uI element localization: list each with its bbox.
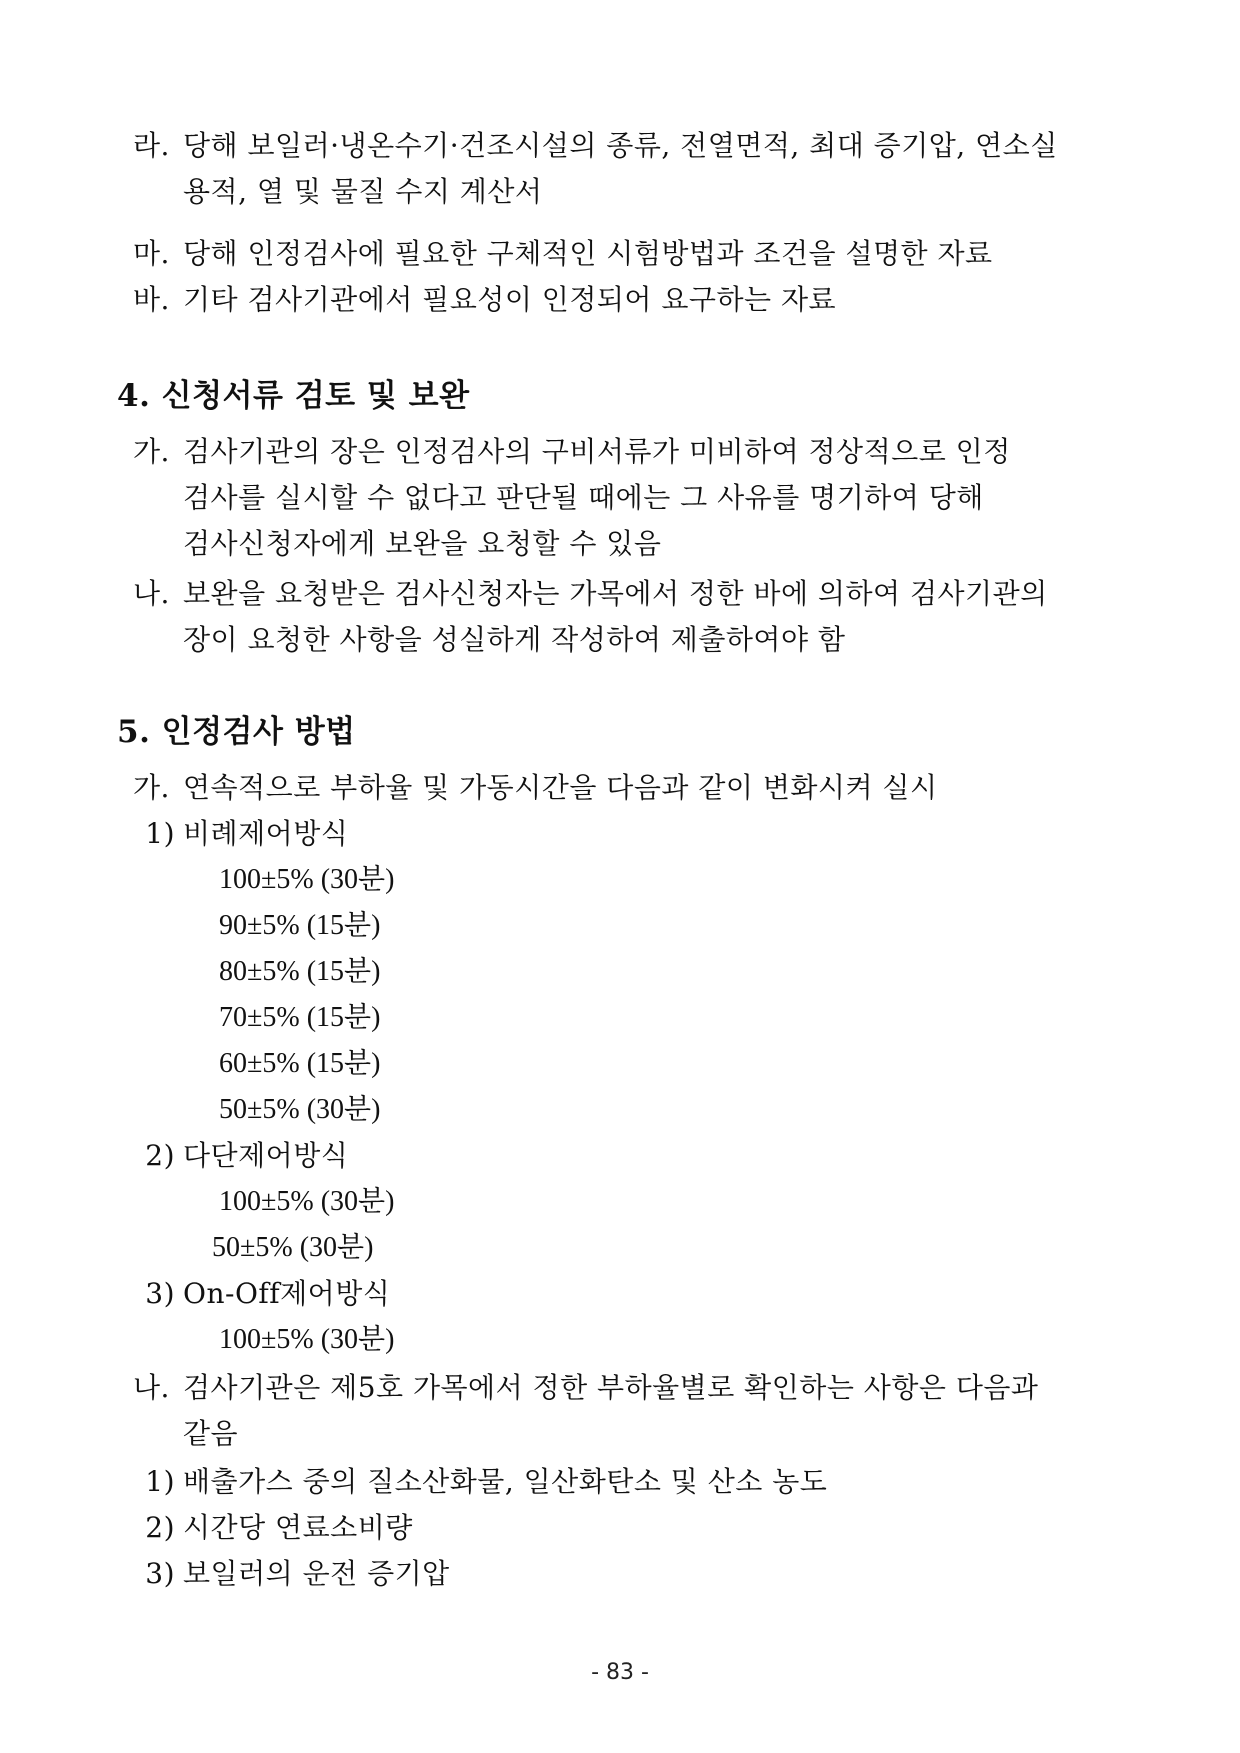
method-1-value-1: 100±5% (30분) bbox=[219, 864, 395, 895]
item-ra-line1 bbox=[133, 128, 1058, 164]
s5-na-text-1: 검사기관은 제5호 가목에서 정한 부하율별로 확인하는 사항은 다음과 bbox=[183, 1371, 1039, 1404]
s5-na-line1 bbox=[133, 1370, 1038, 1406]
s5-ga bbox=[133, 770, 938, 806]
page-number: - 83 - bbox=[591, 1660, 649, 1685]
method-2 bbox=[133, 1138, 348, 1174]
check-item-3 bbox=[133, 1556, 450, 1592]
s4-na-line1 bbox=[133, 576, 1048, 612]
method-1-value-4: 70±5% (15분) bbox=[219, 1002, 381, 1033]
check-item-2-label: 2) bbox=[145, 1511, 175, 1544]
check-item-1-label: 1) bbox=[145, 1465, 175, 1498]
s4-ga-text-1: 검사기관의 장은 인정검사의 구비서류가 미비하여 정상적으로 인정 bbox=[183, 435, 1011, 468]
s4-ga-label: 가. bbox=[133, 435, 170, 468]
method-1-value-6: 50±5% (30분) bbox=[219, 1094, 381, 1125]
s4-na-line2: 장이 요청한 사항을 성실하게 작성하여 제출하여야 함 bbox=[183, 623, 846, 656]
item-ba-text: 기타 검사기관에서 필요성이 인정되어 요구하는 자료 bbox=[183, 283, 837, 316]
s5-na-label: 나. bbox=[133, 1371, 170, 1404]
check-item-1-text: 배출가스 중의 질소산화물, 일산화탄소 및 산소 농도 bbox=[183, 1465, 828, 1498]
s4-ga-line1 bbox=[133, 434, 1011, 470]
s5-ga-text: 연속적으로 부하율 및 가동시간을 다음과 같이 변화시켜 실시 bbox=[183, 771, 938, 804]
s4-na-label: 나. bbox=[133, 577, 170, 610]
check-item-3-label: 3) bbox=[145, 1557, 175, 1590]
s5-na-line2: 같음 bbox=[183, 1417, 239, 1450]
s4-ga-line3: 검사신청자에게 보완을 요청할 수 있음 bbox=[183, 527, 662, 560]
method-3-name: On-Off제어방식 bbox=[183, 1277, 391, 1310]
method-1-value-5: 60±5% (15분) bbox=[219, 1048, 381, 1079]
check-item-1 bbox=[133, 1464, 827, 1500]
item-ma bbox=[133, 236, 993, 272]
item-ma-text: 당해 인정검사에 필요한 구체적인 시험방법과 조건을 설명한 자료 bbox=[183, 237, 993, 270]
method-3-value-1: 100±5% (30분) bbox=[219, 1324, 395, 1355]
method-2-value-1: 100±5% (30분) bbox=[219, 1186, 395, 1217]
check-item-2-text: 시간당 연료소비량 bbox=[183, 1511, 413, 1544]
method-2-label: 2) bbox=[145, 1139, 175, 1172]
section5-heading: 5. 인정검사 방법 bbox=[117, 714, 356, 750]
section4-heading: 4. 신청서류 검토 및 보완 bbox=[117, 378, 470, 414]
method-1-value-2: 90±5% (15분) bbox=[219, 910, 381, 941]
item-ra-line2: 용적, 열 및 물질 수지 계산서 bbox=[183, 175, 543, 208]
check-item-3-text: 보일러의 운전 증기압 bbox=[183, 1557, 450, 1590]
check-item-2 bbox=[133, 1510, 413, 1546]
method-3 bbox=[133, 1276, 390, 1312]
method-1-name: 비례제어방식 bbox=[183, 817, 349, 850]
s5-ga-label: 가. bbox=[133, 771, 170, 804]
item-ba-label: 바. bbox=[133, 283, 170, 316]
method-3-label: 3) bbox=[145, 1277, 175, 1310]
method-1-value-3: 80±5% (15분) bbox=[219, 956, 381, 987]
s4-ga-line2: 검사를 실시할 수 없다고 판단될 때에는 그 사유를 명기하여 당해 bbox=[183, 481, 984, 514]
method-1-label: 1) bbox=[145, 817, 175, 850]
method-2-value-2: 50±5% (30분) bbox=[212, 1232, 374, 1263]
method-1 bbox=[133, 816, 348, 852]
item-ra-text-1: 당해 보일러·냉온수기·건조시설의 종류, 전열면적, 최대 증기압, 연소실 bbox=[183, 129, 1058, 162]
s4-na-text-1: 보완을 요청받은 검사신청자는 가목에서 정한 바에 의하여 검사기관의 bbox=[183, 577, 1048, 610]
item-ba bbox=[133, 282, 836, 318]
item-ra-label: 라. bbox=[133, 129, 170, 162]
item-ma-label: 마. bbox=[133, 237, 170, 270]
method-2-name: 다단제어방식 bbox=[183, 1139, 349, 1172]
